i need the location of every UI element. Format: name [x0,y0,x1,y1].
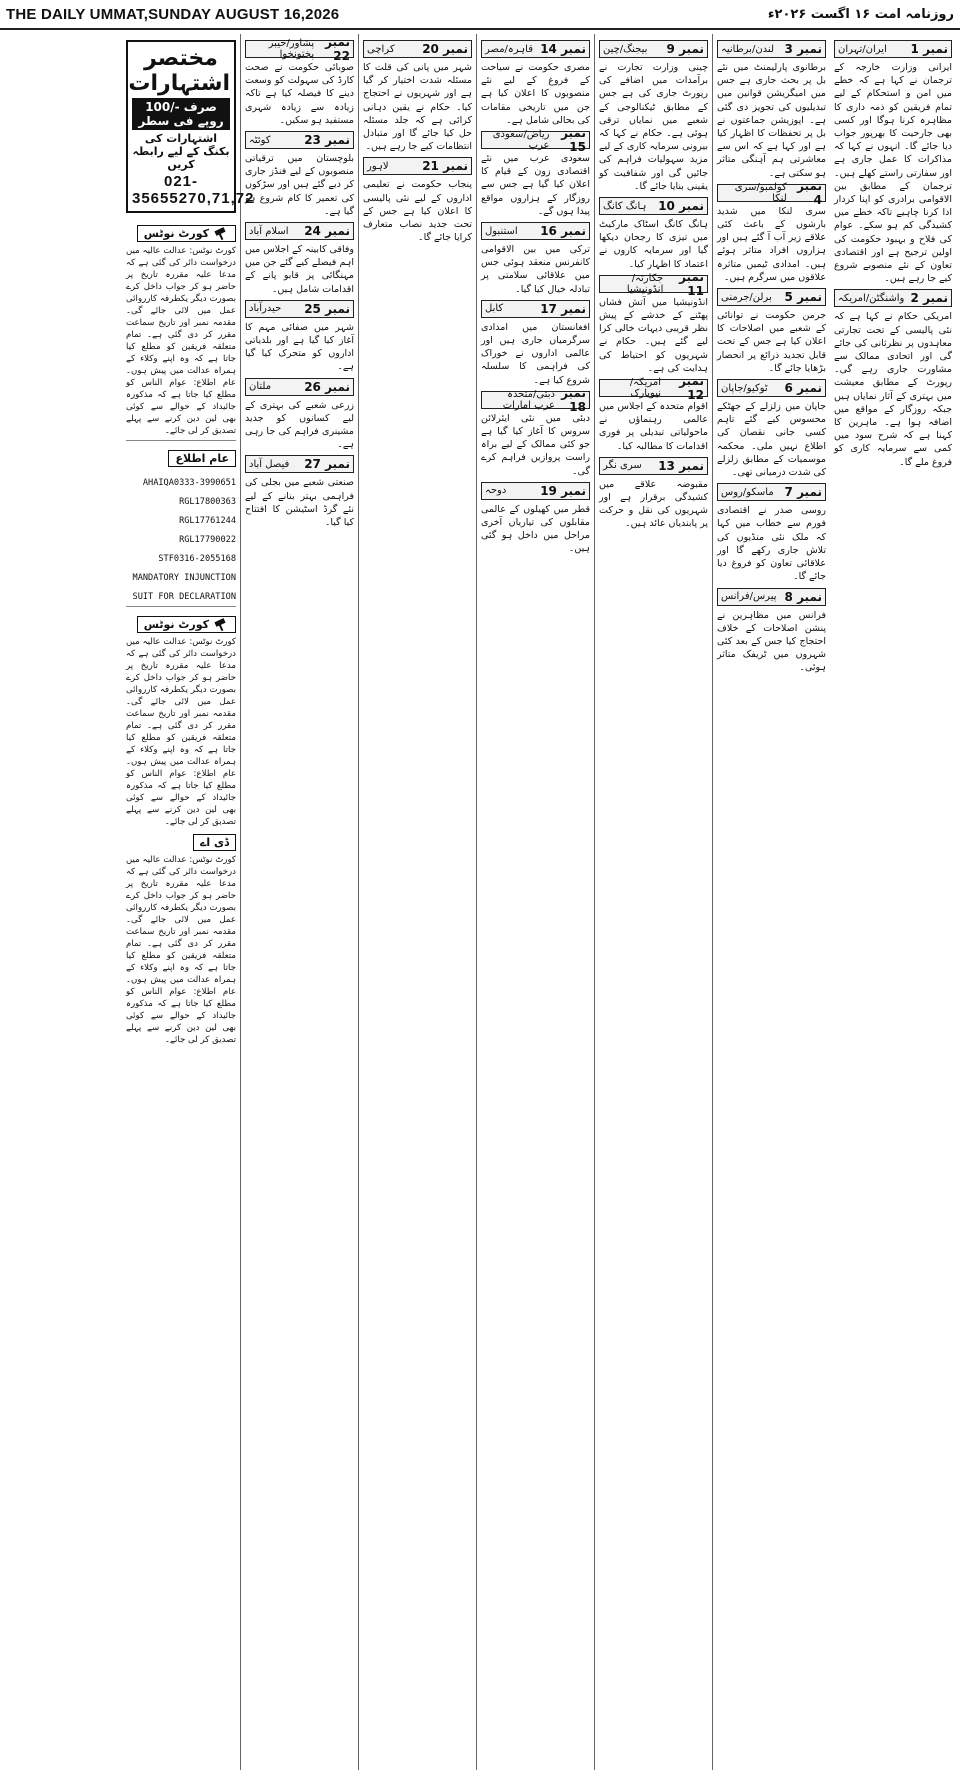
story-number: نمبر 24 [304,224,350,239]
story-number: نمبر 5 [784,290,822,305]
story-dateline: کراچی [367,43,395,55]
story-dateline: دبئی/متحدہ عرب امارات [502,388,555,411]
court-notice-text: کورٹ نوٹس: عدالت عالیہ میں درخواست دائر کی گئی ہے کہ مدعا علیہ مقررہ تاریخ پر حاضر ہو کر جواب داخل کرے بصورت دیگر یکطرفہ کارروائی عمل میں لائی جائے گی۔ مقدمہ نمبر اور تاریخ سماعت مقرر کر دی گئی ہے۔ تمام متعلقہ فریقین کو مطلع کیا جاتا ہے کہ وہ اپنے وکلاء کے ہمراہ عدالت میں پیش ہوں۔ عام اطلاع: عوام الناس کو مطلع کیا جاتا ہے کہ مذکورہ جائیداد کے حوالے سے کوئی بھی لین دین کرنے سے پہلے تصدیق کر لی جائے۔ [126,246,236,436]
story-number: نمبر 1 [910,42,948,56]
story-text: سعودی عرب میں نئے اقتصادی زون کے قیام کا اعلان کیا گیا ہے جس سے روزگار کے ہزاروں مواقع پیدا ہوں گے۔ [481,153,590,217]
classified-phone: 021-35655270,71,72 [132,173,255,207]
classified-ref: RGL17790022 [179,535,236,545]
story-text: انڈونیشیا میں آتش فشاں پھٹنے کے خدشے کے پیش نظر قریبی دیہات خالی کرا لیے گئے ہیں۔ حکام نے شہریوں کو احتیاط کی ہدایت کی ہے۔ [599,296,708,374]
story-dateline: ہانگ کانگ [603,200,647,212]
story-text: جرمن حکومت نے توانائی کے شعبے میں اصلاحات کا اعلان کیا ہے جس کے تحت قابل تجدید ذرائع پر انحصار بڑھایا جائے گا۔ [717,310,826,374]
court-notice-label-2: کورٹ نوٹس [143,618,209,631]
classified-ref: IQA [158,478,174,488]
story-number: نمبر 17 [540,301,586,316]
story-number: نمبر 20 [422,42,468,56]
story-dateline: ٹوکیو/جاپان [721,382,768,394]
story-header [599,40,708,58]
story-number: نمبر 22 [325,35,350,63]
story-dateline: ایران/تہران [838,43,887,55]
classified-ref: STF [158,554,174,564]
masthead-bar [0,0,960,30]
story-dateline: سری نگر [603,460,642,472]
gavel-icon [213,228,229,240]
story-header [245,300,354,318]
gavel-icon [213,619,229,631]
story-header [599,197,708,215]
story-header [717,483,826,501]
story-header [481,40,590,58]
story-text: شہر میں صفائی مہم کا آغاز کیا گیا ہے اور بلدیاتی اداروں کو متحرک کیا گیا ہے۔ [245,321,354,373]
story-text: بلوچستان میں ترقیاتی منصوبوں کے لیے فنڈز جاری کر دیے گئے ہیں اور سڑکوں کی تعمیر کا کام شروع ہو گیا ہے۔ [245,153,354,217]
story-number: نمبر 15 [561,126,586,155]
story-header [599,457,708,475]
story-header [717,379,826,397]
story-number: نمبر 8 [784,589,822,604]
story-number: نمبر 27 [304,457,350,472]
story-dateline: واشنگٹن/امریکہ [838,292,905,304]
story-text: چینی وزارت تجارت نے برآمدات میں اضافے کی رپورٹ جاری کی ہے جس کے مطابق ٹیکنالوجی کے شعبے میں نمایاں ترقی ہوئی ہے۔ حکام نے کہا کہ بیرونی سرمایہ کاری کے لیے مزید سہولیات فراہم کی جائیں گی اور شفافیت کو یقینی بنایا جائے گا۔ [599,62,708,192]
story-text: برطانوی پارلیمنٹ میں نئے بل پر بحث جاری ہے جس میں امیگریشن قوانین میں تبدیلیوں کی تجویز دی گئی ہے۔ اپوزیشن جماعتوں نے بل پر تحفظات کا اظہار کیا ہے اور کہا ہے کہ اس سے معاشرتی ہم آہنگی متاثر ہو سکتی ہے۔ [717,62,826,179]
story-number: نمبر 18 [561,385,586,414]
story-number: نمبر 2 [910,291,948,306]
story-header [481,385,590,414]
story-dateline: قاہرہ/مصر [485,43,533,55]
story-number: نمبر 10 [658,199,704,214]
news-column-2 [712,34,830,1770]
story-dateline: جکارتہ/انڈونیشیا [626,272,664,295]
news-column-1 [830,34,956,1770]
story-text: روسی صدر نے اقتصادی فورم سے خطاب میں کہا کہ ملک نئی منڈیوں کی تلاش جاری رکھے گا اور علاقائی تعاون کو فروغ دیا جائے گا۔ [717,505,826,583]
story-number: نمبر 3 [784,42,822,56]
story-dateline: کولمبو/سری لنکا [734,181,787,204]
classified-column [122,34,255,1770]
news-column-5 [358,34,476,1770]
news-column-6 [240,34,358,1770]
court-notice-label: کورٹ نوٹس [143,227,209,240]
story-text: ہانگ کانگ اسٹاک مارکیٹ میں تیزی کا رجحان دیکھا گیا اور سرمایہ کاروں نے اعتماد کا اظہار کیا۔ [599,219,708,270]
masthead-date-en: THE DAILY UMMAT,SUNDAY AUGUST 16,2026 [6,5,340,23]
story-header [717,178,826,207]
story-dateline: بیجنگ/چین [603,43,648,55]
classified-booking: اشتہارات کی بکنگ کے لیے رابطہ کریں [132,132,230,171]
story-header [599,269,708,298]
story-text: قطر میں کھیلوں کے عالمی مقابلوں کی تیاریاں آخری مراحل میں داخل ہو گئی ہیں۔ [481,503,590,555]
story-dateline: برلن/جرمنی [721,291,772,303]
classified-ref: 0333-3990651 [173,478,236,488]
story-text: وفاقی کابینہ کے اجلاس میں اہم فیصلے کیے گئے جن میں مہنگائی پر قابو پانے کے اقدامات شامل ہیں۔ [245,244,354,295]
story-header [717,588,826,606]
classified-ref: AHA [142,478,159,488]
story-number: نمبر 7 [784,485,822,500]
story-number: نمبر 6 [784,381,822,396]
story-dateline: کوئٹہ [249,134,271,146]
story-number: نمبر 21 [422,159,468,174]
classified-ref: SUIT FOR DECLARATION [132,592,236,602]
court-notice-text-2: کورٹ نوٹس: عدالت عالیہ میں درخواست دائر کی گئی ہے کہ مدعا علیہ مقررہ تاریخ پر حاضر ہو کر جواب داخل کرے بصورت دیگر یکطرفہ کارروائی عمل میں لائی جائے گی۔ مقدمہ نمبر اور تاریخ سماعت مقرر کر دی گئی ہے۔ تمام متعلقہ فریقین کو مطلع کیا جاتا ہے کہ وہ اپنے وکلاء کے ہمراہ عدالت میں پیش ہوں۔ عام اطلاع: عوام الناس کو مطلع کیا جاتا ہے کہ مذکورہ جائیداد کے حوالے سے کوئی بھی لین دین کرنے سے پہلے تصدیق کر لی جائے۔ [126,637,236,827]
story-number: نمبر 12 [679,374,704,403]
story-number: نمبر 14 [540,42,586,56]
story-header [363,157,472,175]
divider [126,440,236,441]
classified-refs [126,470,236,603]
public-notice-label: عام اطلاع [175,452,229,465]
story-header [717,288,826,306]
story-number: نمبر 25 [304,301,350,316]
story-dateline: پشاور/خیبر پختونخوا [268,38,315,60]
story-number: نمبر 9 [666,42,704,56]
story-dateline: اسلام آباد [249,225,289,237]
classified-title: مختصر اشتہارات [128,46,230,96]
masthead-date-ur: روزنامہ امت ۱۶ اگست ۲۰۲۶ء [767,6,954,22]
story-header [481,482,590,500]
story-header [245,455,354,473]
story-text: جاپان میں زلزلے کے جھٹکے محسوس کیے گئے تاہم کسی جانی نقصان کی اطلاع نہیں ملی۔ محکمہ موسمیات کے مطابق زلزلے کی شدت درمیانی تھی۔ [717,401,826,479]
story-dateline: ریاض/سعودی عرب [492,129,550,152]
story-text: افغانستان میں امدادی سرگرمیاں جاری ہیں اور عالمی اداروں نے خوراک کی فراہمی کا سلسلہ شروع کیا ہے۔ [481,321,590,386]
story-text: سری لنکا میں شدید بارشوں کے باعث کئی علاقے زیر آب آ گئے ہیں اور ہزاروں افراد متاثر ہوئے ہیں۔ امدادی ٹیمیں متاثرہ علاقوں میں سرگرم ہیں۔ [717,205,826,283]
story-text: ترکی میں بین الاقوامی کانفرنس منعقد ہوئی جس میں علاقائی سلامتی پر تبادلہ خیال کیا گیا۔ [481,244,590,295]
story-text: فرانس میں مظاہرین نے پنشن اصلاحات کے خلاف احتجاج کیا جس کے بعد کئی شہروں میں ٹریفک متاثر ہوئی۔ [717,609,826,674]
story-number: نمبر 23 [304,133,350,148]
classified-rate: صرف -/100 روپے فی سطر [132,98,230,130]
story-header [481,126,590,155]
story-text: صوبائی حکومت نے صحت کارڈ کی سہولت کو وسعت دینے کا فیصلہ کیا ہے تاکہ زیادہ سے زیادہ شہری مستفید ہو سکیں۔ [245,62,354,126]
story-number: نمبر 4 [797,178,822,207]
public-notice-tag [168,450,236,467]
story-dateline: کابل [485,303,504,315]
court-notice-tag [137,225,236,242]
story-dateline: حیدرآباد [249,303,282,315]
story-dateline: ملتان [249,381,272,393]
story-text: مصری حکومت نے سیاحت کے فروغ کے لیے نئے منصوبوں کا اعلان کیا ہے جن میں تاریخی مقامات کی بحالی شامل ہے۔ [481,62,590,126]
story-text: ایرانی وزارت خارجہ کے ترجمان نے کہا ہے کہ خطے میں امن و استحکام کے لیے تمام فریقین کو ذمہ داری کا مظاہرہ کرنا ہوگا اور کسی بھی جارحیت کا بھرپور جواب دیا جائے گا۔ انہوں نے کہا کہ مذاکرات کا عمل جاری ہے اور سفارتی راستے کھلے ہیں۔ ترجمان کے مطابق بین الاقوامی برادری کو اپنا کردار ادا کرنا چاہیے تاکہ خطے میں کشیدگی کم ہو سکے۔ عوام کی فلاح و بہبود حکومت کی اولین ترجیح ہے اور اقتصادی تعاون کے نئے منصوبے شروع کیے جا رہے ہیں۔ [834,62,952,285]
story-text: صنعتی شعبے میں بجلی کی فراہمی بہتر بنانے کے لیے نئے گرڈ اسٹیشن کا افتتاح کیا گیا۔ [245,477,354,529]
story-dateline: دوحہ [485,485,507,497]
story-text: امریکی حکام نے کہا ہے کہ نئی پالیسی کے تحت تجارتی معاہدوں پر نظرثانی کی جائے گی اور اتحادی ممالک سے مشاورت جاری رہے گی۔ رپورٹ کے مطابق معیشت میں بہتری کے آثار نمایاں ہیں جبکہ روزگار کے مواقع میں اضافہ ہوا ہے۔ ماہرین کا کہنا ہے کہ شرح سود میں کمی سے سرمایہ کاری کو فروغ ملے گا۔ [834,311,952,468]
story-text: مقبوضہ علاقے میں کشیدگی برقرار ہے اور شہریوں کی نقل و حرکت پر پابندیاں عائد ہیں۔ [599,478,708,530]
story-text: دبئی میں نئی ایئرلائن سروس کا آغاز کیا گیا ہے جو کئی ممالک کے لیے براہ راست پروازیں فراہم کرے گی۔ [481,412,590,477]
short-notice-label: ڈی اے [199,836,229,849]
classified-ad-box [126,40,255,213]
story-header [245,222,354,240]
story-header [481,300,590,318]
court-notice-tag-2 [137,616,236,633]
story-header [599,374,708,403]
story-header [245,378,354,396]
story-dateline: فیصل آباد [249,458,290,470]
story-header [717,40,826,58]
classified-ref: RGL17800363 [179,497,236,507]
story-number: نمبر 13 [658,458,704,473]
story-text: شہر میں پانی کی قلت کا مسئلہ شدت اختیار کر گیا ہے اور شہریوں نے احتجاج کیا۔ حکام نے یقین دہانی کرائی ہے کہ جلد مسئلہ حل کیا جائے گا اور متبادل انتظامات کیے جا رہے ہیں۔ [363,62,472,153]
short-notice-tag [193,834,236,851]
story-header [245,35,354,63]
story-text: زرعی شعبے کی بہتری کے لیے کسانوں کو جدید مشینری فراہم کی جا رہی ہے۔ [245,399,354,451]
news-column-3 [594,34,712,1770]
story-dateline: استنبول [485,225,518,237]
short-notice-text: کورٹ نوٹس: عدالت عالیہ میں درخواست دائر کی گئی ہے کہ مدعا علیہ مقررہ تاریخ پر حاضر ہو کر جواب داخل کرے بصورت دیگر یکطرفہ کارروائی عمل میں لائی جائے گی۔ مقدمہ نمبر اور تاریخ سماعت مقرر کر دی گئی ہے۔ تمام متعلقہ فریقین کو مطلع کیا جاتا ہے کہ وہ اپنے وکلاء کے ہمراہ عدالت میں پیش ہوں۔ عام اطلاع: عوام الناس کو مطلع کیا جاتا ہے کہ مذکورہ جائیداد کے حوالے سے کوئی بھی لین دین کرنے سے پہلے تصدیق کر لی جائے۔ [126,855,236,1045]
story-header [363,40,472,58]
columns-container [4,34,956,1770]
story-header [245,131,354,149]
story-header [481,222,590,240]
story-number: نمبر 16 [540,224,586,239]
story-header [834,40,952,58]
story-text: اقوام متحدہ کے اجلاس میں عالمی رہنماؤں نے ماحولیاتی تبدیلی پر فوری اقدامات کا مطالبہ کیا۔ [599,401,708,452]
story-dateline: پیرس/فرانس [721,591,777,602]
story-dateline: لندن/برطانیہ [721,43,774,55]
classified-ref: 0316-2055168 [173,554,236,564]
divider [126,606,236,607]
story-text: پنجاب حکومت نے تعلیمی اداروں کے لیے نئی پالیسی کا اعلان کیا ہے جس کے تحت جدید نصاب متعارف کرایا جائے گا۔ [363,179,472,244]
story-number: نمبر 11 [679,269,704,298]
story-dateline: ماسکو/روس [721,486,774,498]
story-dateline: لاہور [367,160,389,172]
story-number: نمبر 26 [304,379,350,394]
story-dateline: امریکہ/نیویارک [629,377,661,400]
classified-ref: RGL17761244 [179,516,236,526]
classified-ref: MANDATORY INJUNCTION [132,573,236,583]
story-header [834,289,952,307]
story-number: نمبر 19 [540,483,586,498]
news-column-4 [476,34,594,1770]
